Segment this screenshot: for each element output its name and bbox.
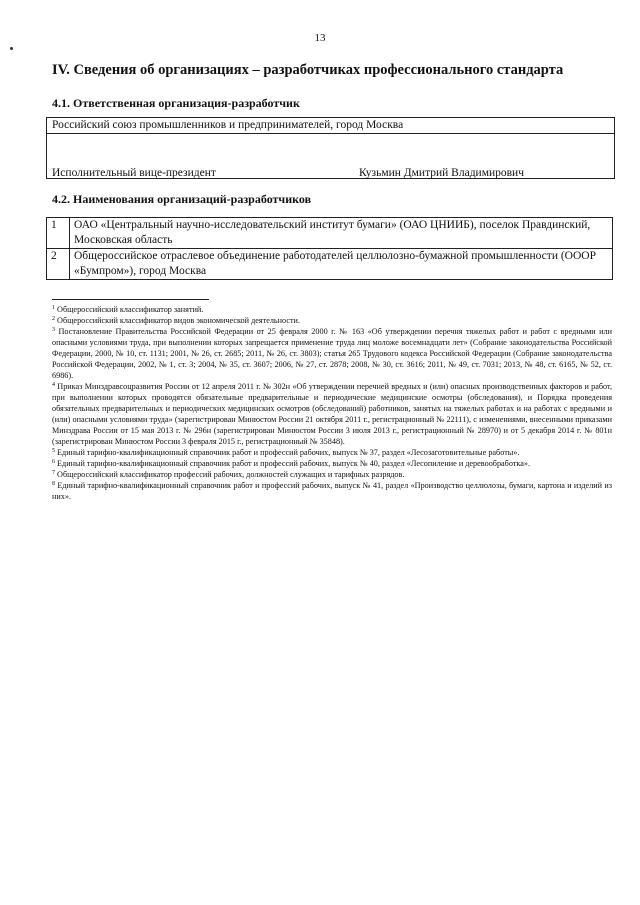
footnote-separator xyxy=(52,299,209,300)
footnote-number: 2 xyxy=(52,316,55,322)
footnote-text: Общероссийский классификатор профессий рабочих, должностей служащих и тарифных разрядов. xyxy=(57,470,405,479)
footnote-number: 8 xyxy=(52,481,55,487)
footnote-text: Постановление Правительства Российской Федерации от 25 февраля 2000 г. № 163 «Об утверждении перечня тяжелых работ и работ с вредными или опасными условиями труда, при выполнении которых запрещается применение труда лиц моложе восемнадцати лет» (Собрание законодательства Российской Федерации, 2000, № 10, ст. 1131; 2001, № 26, ст. 2685; 2011, № 26, ст. 3803); статья 265 Трудового кодекса Российской Федерации (Собрание законодательства Российской Федерации, 2002, № 1, ст. 3; 2004, № 35, ст. 3607; 2006, № 27, ст. 2878; 2008, № 30, ст. 3616; 2011, № 49, ст. 7031; 2013, № 48, ст. 6165, № 52, ст. 6986). xyxy=(52,327,613,380)
section-title: IV. Сведения об организациях – разработчиках профессионального стандарта xyxy=(52,62,564,78)
signatory-position: Исполнительный вице-президент xyxy=(52,167,216,179)
footnote xyxy=(52,469,612,480)
footnote-text: Единый тарифно-квалификационный справочник работ и профессий рабочих, выпуск № 40, раздел «Лесопиление и деревообработка». xyxy=(57,459,531,468)
responsible-organization-table xyxy=(46,117,615,179)
responsible-signatory-row xyxy=(47,134,614,178)
table-row xyxy=(47,218,613,249)
footnote-number: 6 xyxy=(52,459,55,465)
footnote-number: 7 xyxy=(52,470,55,476)
footnote xyxy=(52,458,612,469)
footnotes xyxy=(52,304,612,502)
footnote-text: Единый тарифно-квалификационный справочник работ и профессий рабочих, выпуск № 41, раздел «Производство целлюлозы, бумаги, картона и изделий из них». xyxy=(52,481,612,501)
developers-heading: 4.2. Наименования организаций-разработчиков xyxy=(52,192,312,206)
table-row xyxy=(47,249,613,280)
organization-name: ОАО «Центральный научно-исследовательский институт бумаги» (ОАО ЦНИИБ), поселок Правдинский, Московская область xyxy=(70,218,613,249)
scan-mark xyxy=(10,47,13,50)
footnote xyxy=(52,304,612,315)
footnote xyxy=(52,381,612,447)
row-number: 1 xyxy=(47,218,70,249)
organization-name: Общероссийское отраслевое объединение работодателей целлюлозно-бумажной промышленности (ОООР «Бумпром»), город Москва xyxy=(70,249,613,280)
footnote xyxy=(52,447,612,458)
footnote xyxy=(52,480,612,502)
footnote-number: 1 xyxy=(52,305,55,311)
footnote-text: Приказ Минздравсоцразвития России от 12 апреля 2011 г. № 302н «Об утверждении перечней вредных и (или) опасных производственных факторов и работ, при выполнении которых проводятся обязательные предварительные и периодические медицинские осмотры (обследования), и Порядка проведения обязательных предварительных и периодических медицинских осмотров (обследований) работников, занятых на тяжелых работах и на работах с вредными и (или) опасными условиями труда» (зарегистрирован Минюстом России 21 октября 2011 г., регистрационный № 22111), с изменениями, внесенными приказами Минздрава России от 15 мая 2013 г. № 296н (зарегистрирован Минюстом России 3 июля 2013 г., регистрационный № 28970) и от 5 декабря 2014 г. № 801н (зарегистрирован Минюстом России 3 февраля 2015 г., регистрационный № 35848). xyxy=(52,382,613,446)
footnote xyxy=(52,315,612,326)
footnote xyxy=(52,326,612,381)
footnote-number: 4 xyxy=(52,382,55,388)
signatory-name: Кузьмин Дмитрий Владимирович xyxy=(359,167,524,179)
footnote-number: 5 xyxy=(52,448,55,454)
responsible-heading: 4.1. Ответственная организация-разработчик xyxy=(52,96,300,110)
footnote-text: Общероссийский классификатор занятий. xyxy=(57,305,204,314)
page-number: 13 xyxy=(314,32,326,44)
footnote-text: Единый тарифно-квалификационный справочник работ и профессий рабочих, выпуск № 37, раздел «Лесозаготовительные работы». xyxy=(57,448,520,457)
developers-table xyxy=(46,217,613,280)
responsible-organization-name: Российский союз промышленников и предпринимателей, город Москва xyxy=(47,118,614,134)
footnote-number: 3 xyxy=(52,327,55,333)
row-number: 2 xyxy=(47,249,70,280)
footnote-text: Общероссийский классификатор видов экономической деятельности. xyxy=(57,316,300,325)
